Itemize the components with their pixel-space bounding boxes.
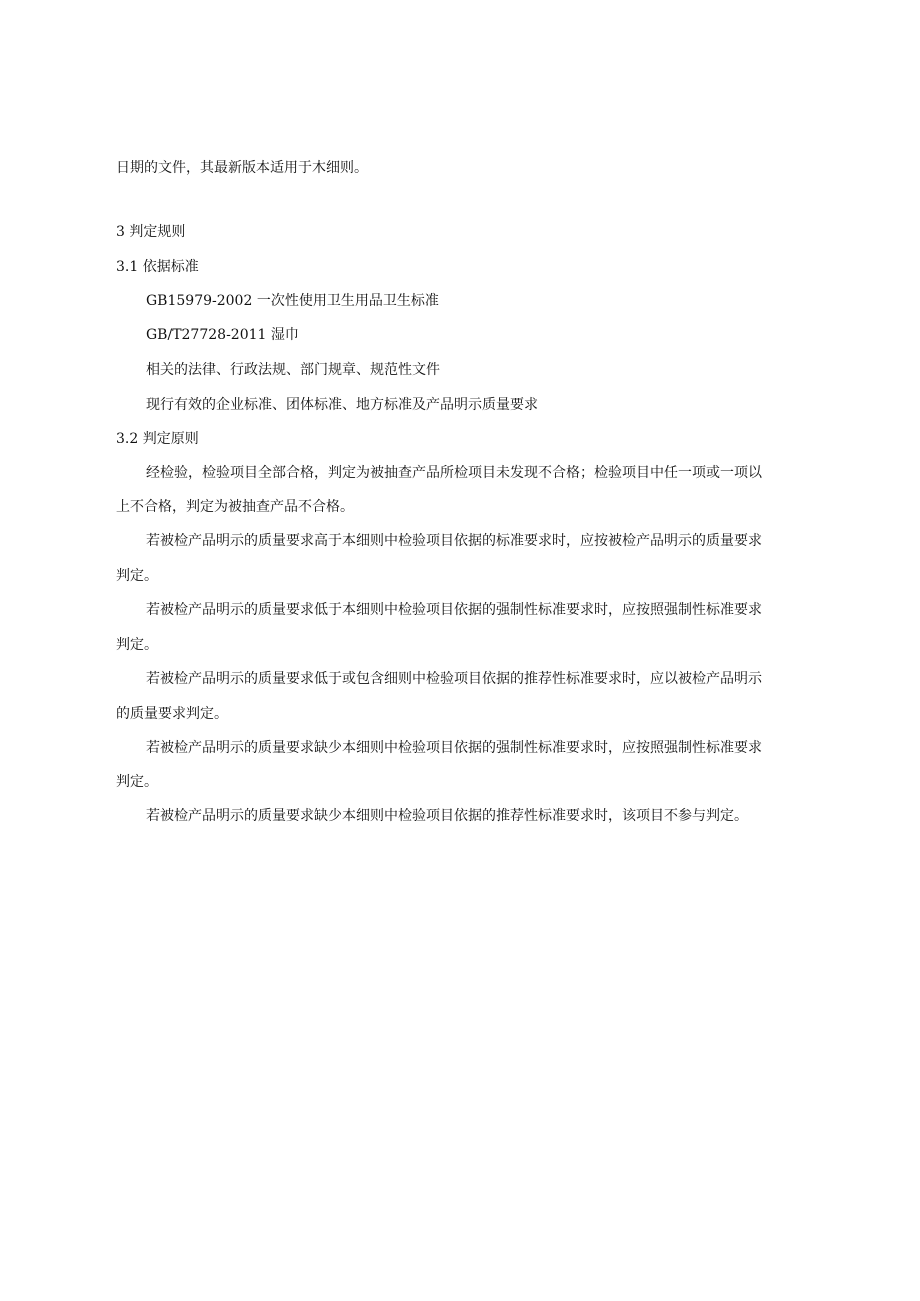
- principle-paragraph-line: 若被检产品明示的质量要求缺少本细则中检验项目依据的强制性标准要求时，应按照强制性标准要求: [146, 740, 762, 756]
- section-3-1-heading: 3.1 依据标准: [116, 259, 199, 275]
- principle-paragraph-line: 上不合格，判定为被抽查产品不合格。: [116, 499, 354, 515]
- standard-item: GB15979-2002 一次性使用卫生用品卫生标准: [146, 293, 439, 309]
- principle-paragraph-line: 判定。: [116, 774, 158, 790]
- section-3-heading: 3 判定规则: [116, 224, 186, 240]
- principle-paragraph-line: 的质量要求判定。: [116, 706, 228, 722]
- principle-paragraph-line: 经检验，检验项目全部合格，判定为被抽查产品所检项目未发现不合格；检验项目中任一项或一项以: [146, 465, 762, 481]
- section-3-2-heading: 3.2 判定原则: [116, 431, 199, 447]
- principle-paragraph-line: 若被检产品明示的质量要求低于或包含细则中检验项目依据的推荐性标准要求时，应以被检产品明示: [146, 671, 762, 687]
- principle-paragraph-line: 判定。: [116, 568, 158, 584]
- principle-paragraph-line: 判定。: [116, 637, 158, 653]
- intro-tail-text: 日期的文件，其最新版本适用于木细则。: [116, 160, 368, 176]
- principle-paragraph-line: 若被检产品明示的质量要求低于本细则中检验项目依据的强制性标准要求时，应按照强制性标准要求: [146, 602, 762, 618]
- principle-paragraph-line: 若被检产品明示的质量要求缺少本细则中检验项目依据的推荐性标准要求时，该项目不参与判定。: [146, 808, 748, 824]
- standard-item: 相关的法律、行政法规、部门规章、规范性文件: [146, 362, 440, 378]
- standard-item: 现行有效的企业标准、团体标准、地方标准及产品明示质量要求: [146, 397, 538, 413]
- standard-item: GB/T27728-2011 湿巾: [146, 327, 299, 343]
- principle-paragraph-line: 若被检产品明示的质量要求高于本细则中检验项目依据的标准要求时，应按被检产品明示的质量要求: [146, 533, 762, 549]
